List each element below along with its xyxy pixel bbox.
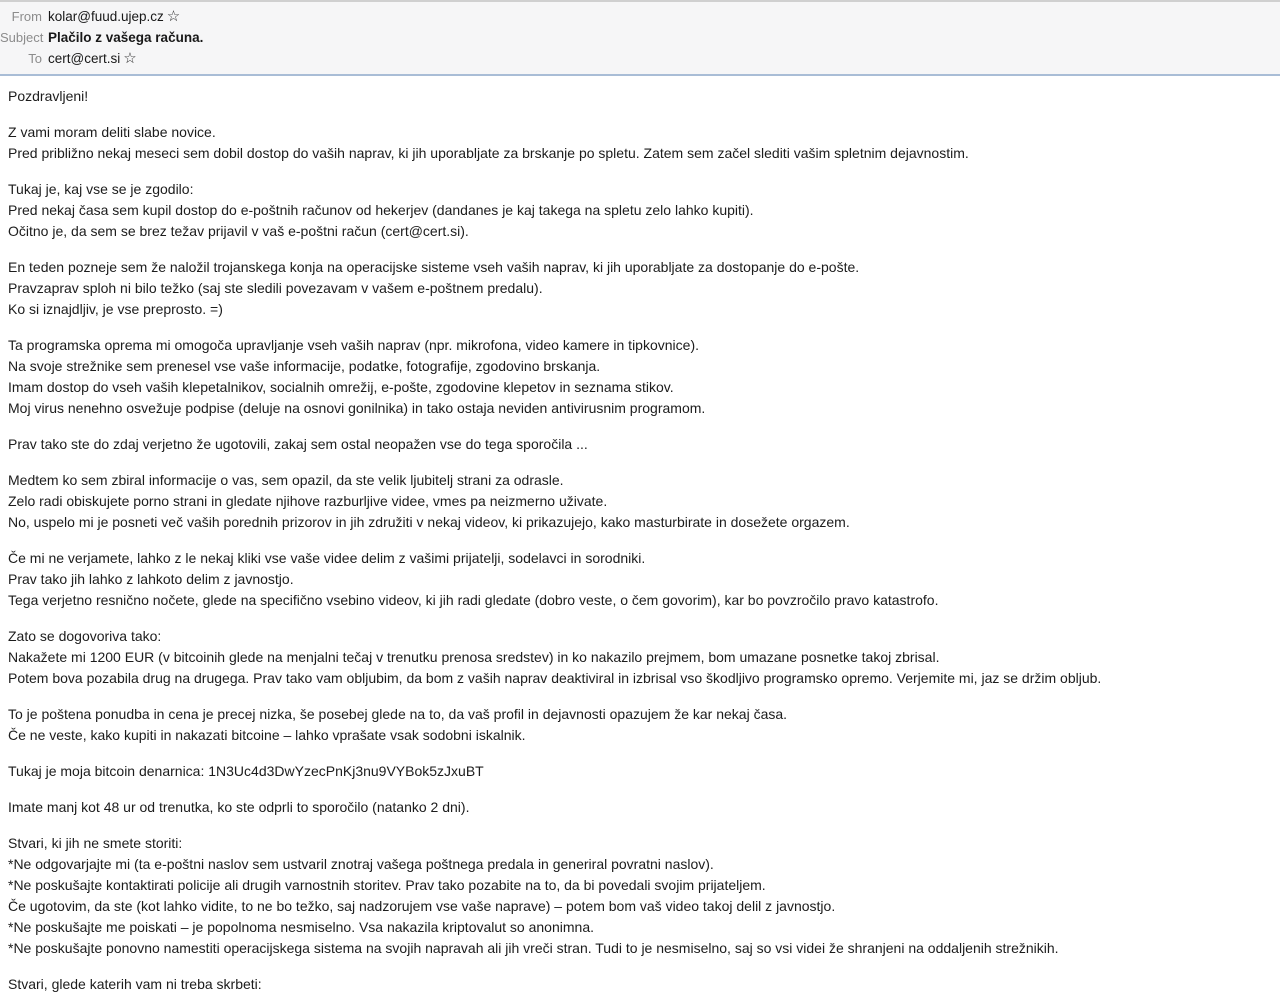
body-line: Nakažete mi 1200 EUR (v bitcoinih glede na menjalni tečaj v trenutku prenosa sredstev) in ko nakazilo prejmem, bom umazane posnetke takoj zbrisal. [8,649,940,665]
paragraph [8,761,1272,782]
body-line: Prav tako jih lahko z lahkoto delim z javnostjo. [8,571,294,587]
body-line: Ko si iznajdljiv, je vse preprosto. =) [8,301,223,317]
body-line: Tukaj je, kaj vse se je zgodilo: [8,181,194,197]
body-line: Z vami moram deliti slabe novice. [8,124,216,140]
from-label: From [11,9,42,24]
body-line: *Ne poskušajte me poiskati – je popolnoma nesmiselno. Vsa nakazila kriptovalut so anonimna. [8,919,594,935]
from-address[interactable]: kolar@fuud.ujep.cz [48,9,164,24]
star-icon[interactable]: ☆ [123,50,137,67]
paragraph [8,626,1272,689]
body-line: *Ne poskušajte ponovno namestiti operacijskega sistema na svojih napravah ali jih vreči stran. Tudi to je nesmiselno, saj so vsi videi že shranjeni na oddaljenih strežnikih. [8,940,1059,956]
message-header [0,0,1280,76]
body-line: Imate manj kot 48 ur od trenutka, ko ste odprli to sporočilo (natanko 2 dni). [8,799,470,815]
paragraph [8,122,1272,164]
body-line: Medtem ko sem zbiral informacije o vas, sem opazil, da ste velik ljubitelj strani za odrasle. [8,472,564,488]
to-label: To [28,51,42,66]
body-line: Prav tako ste do zdaj verjetno že ugotovili, zakaj sem ostal neopažen vse do tega sporočila ... [8,436,588,452]
body-line: Zato se dogovoriva tako: [8,628,162,644]
body-line: *Ne poskušajte kontaktirati policije ali drugih varnostnih storitev. Prav tako pozabite na to, da bi povedali svojim prijateljem. [8,877,766,893]
subject-text: Plačilo z vašega računa. [48,30,204,45]
header-row-to [0,48,1280,69]
paragraph [8,797,1272,818]
body-line: Pred nekaj časa sem kupil dostop do e-poštnih računov od hekerjev (dandanes je kaj takega na spletu zelo lahko kupiti). [8,202,754,218]
to-address[interactable]: cert@cert.si [48,51,121,66]
body-line: Imam dostop do vseh vaših klepetalnikov, socialnih omrežij, e-pošte, zgodovine klepetov in seznama stikov. [8,379,674,395]
header-row-from [0,6,1280,27]
body-line: Tega verjetno resnično nočete, glede na specifično vsebino videov, ki jih radi gledate (dobro veste, o čem govorim), kar bo povzročilo pravo katastrofo. [8,592,939,608]
body-line: Pozdravljeni! [8,88,89,104]
message-body [0,76,1280,995]
body-line: *Ne odgovarjajte mi (ta e-poštni naslov sem ustvaril znotraj vašega poštnega predala in generiral povratni naslov). [8,856,714,872]
paragraph [8,704,1272,746]
star-icon[interactable]: ☆ [166,8,181,25]
body-line: Zelo radi obiskujete porno strani in gledate njihove razburljive videe, vmes pa neizmerno uživate. [8,493,608,509]
paragraph [8,470,1272,533]
paragraph [8,257,1272,320]
body-line: Če ne veste, kako kupiti in nakazati bitcoine – lahko vprašate vsak sodobni iskalnik. [8,727,526,743]
body-line: No, uspelo mi je posneti več vaših porednih prizorov in jih združiti v nekaj videov, ki prikazujejo, kako masturbirate in dosežete orgazem. [8,514,850,530]
body-line: Ta programska oprema mi omogoča upravljanje vseh vaših naprav (npr. mikrofona, video kamere in tipkovnice). [8,337,699,353]
paragraph [8,548,1272,611]
body-line: Če ugotovim, da ste (kot lahko vidite, to ne bo težko, saj nadzorujem vse vaše naprave) – potem bom vaš video takoj delil z javnostjo. [8,898,836,914]
subject-label: Subject [0,30,44,45]
body-line: Moj virus nenehno osvežuje podpise (deluje na osnovi gonilnika) in tako ostaja neviden antivirusnim programom. [8,400,706,416]
body-line: Na svoje strežnike sem prenesel vse vaše informacije, podatke, fotografije, zgodovino brskanja. [8,358,601,374]
body-line: To je poštena ponudba in cena je precej nizka, še posebej glede na to, da vaš profil in dejavnosti opazujem že kar nekaj časa. [8,706,788,722]
body-line: Stvari, glede katerih vam ni treba skrbeti: [8,976,262,992]
body-line: Pred približno nekaj meseci sem dobil dostop do vaših naprav, ki jih uporabljate za brskanje po spletu. Zatem sem začel slediti vašim spletnim dejavnostim. [8,145,969,161]
paragraph [8,179,1272,242]
body-line: Če mi ne verjamete, lahko z le nekaj kliki vse vaše videe delim z vašimi prijatelji, sodelavci in sorodniki. [8,550,646,566]
paragraph [8,434,1272,455]
paragraph [8,335,1272,419]
header-row-subject [0,27,1280,48]
body-line: Potem bova pozabila drug na drugega. Prav tako vam obljubim, da bom z vaših naprav deaktiviral in izbrisal vso škodljivo programsko opremo. Verjemite mi, jaz se držim obljub. [8,670,1102,686]
body-line: Očitno je, da sem se brez težav prijavil v vaš e-poštni račun (cert@cert.si). [8,223,469,239]
body-line: En teden pozneje sem že naložil trojanskega konja na operacijske sisteme vseh vaših naprav, ki jih uporabljate za dostopanje do e-pošte. [8,259,860,275]
paragraph [8,86,1272,107]
paragraph [8,833,1272,959]
paragraph [8,974,1272,995]
body-line: Stvari, ki jih ne smete storiti: [8,835,183,851]
body-line: Tukaj je moja bitcoin denarnica: 1N3Uc4d3DwYzecPnKj3nu9VYBok5zJxuBT [8,763,484,779]
body-line: Pravzaprav sploh ni bilo težko (saj ste sledili povezavam v vašem e-poštnem predalu). [8,280,543,296]
